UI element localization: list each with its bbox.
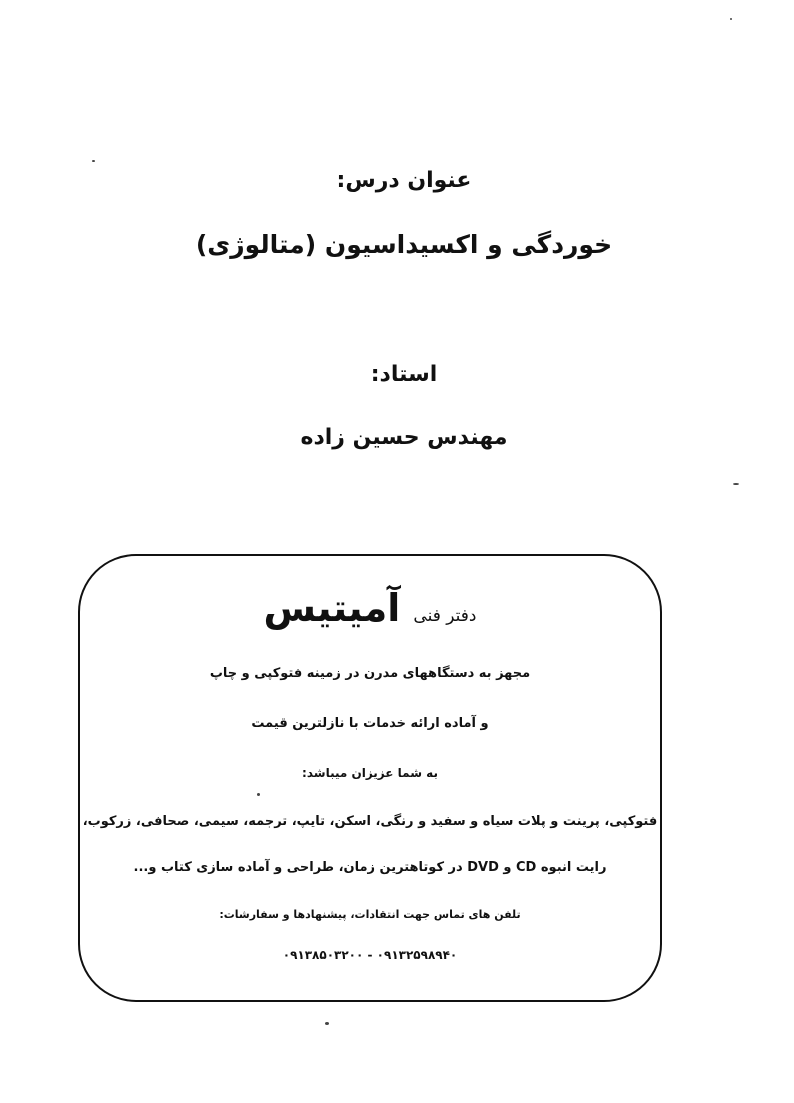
scan-speck [92,160,95,162]
advertisement-box [78,554,662,1002]
scan-speck [733,483,739,485]
scan-speck [257,793,260,796]
instructor-label: استاد: [370,362,438,387]
ad-line-phone-numbers: ۰۹۱۳۲۵۹۸۹۴۰ - ۰۹۱۳۸۵۰۳۲۰۰ [282,948,458,962]
instructor-name: مهندس حسین زاده [300,425,508,450]
ad-line-equipment: مجهز به دستگاههای مدرن در زمینه فتوکپی و چاپ [209,666,531,681]
ad-brand: آمیتیس [263,586,401,630]
ad-line-audience: به شما عزیزان میباشد: [302,766,438,780]
scan-speck [730,18,732,20]
ad-prefix: دفتر فنی [413,606,477,626]
course-title: خوردگی و اکسیداسیون (متالوژی) [195,230,613,259]
ad-header [80,586,660,630]
ad-line-service-list-2: رایت انبوه CD و DVD در کوتاهترین زمان، طراحی و آماده سازی کتاب و... [133,860,607,875]
ad-line-contact-label: تلفن های تماس جهت انتقادات، پیشنهادها و سفارشات: [219,908,521,921]
ad-line-service-list-1: فتوکپی، پرینت و پلات سیاه و سفید و رنگی، اسکن، تایپ، ترجمه، سیمی، صحافی، زرکوب، [82,814,658,829]
course-label: عنوان درس: [336,168,472,193]
ad-line-services: و آماده ارائه خدمات با نازلترین قیمت [251,716,489,731]
scan-speck [325,1022,329,1025]
